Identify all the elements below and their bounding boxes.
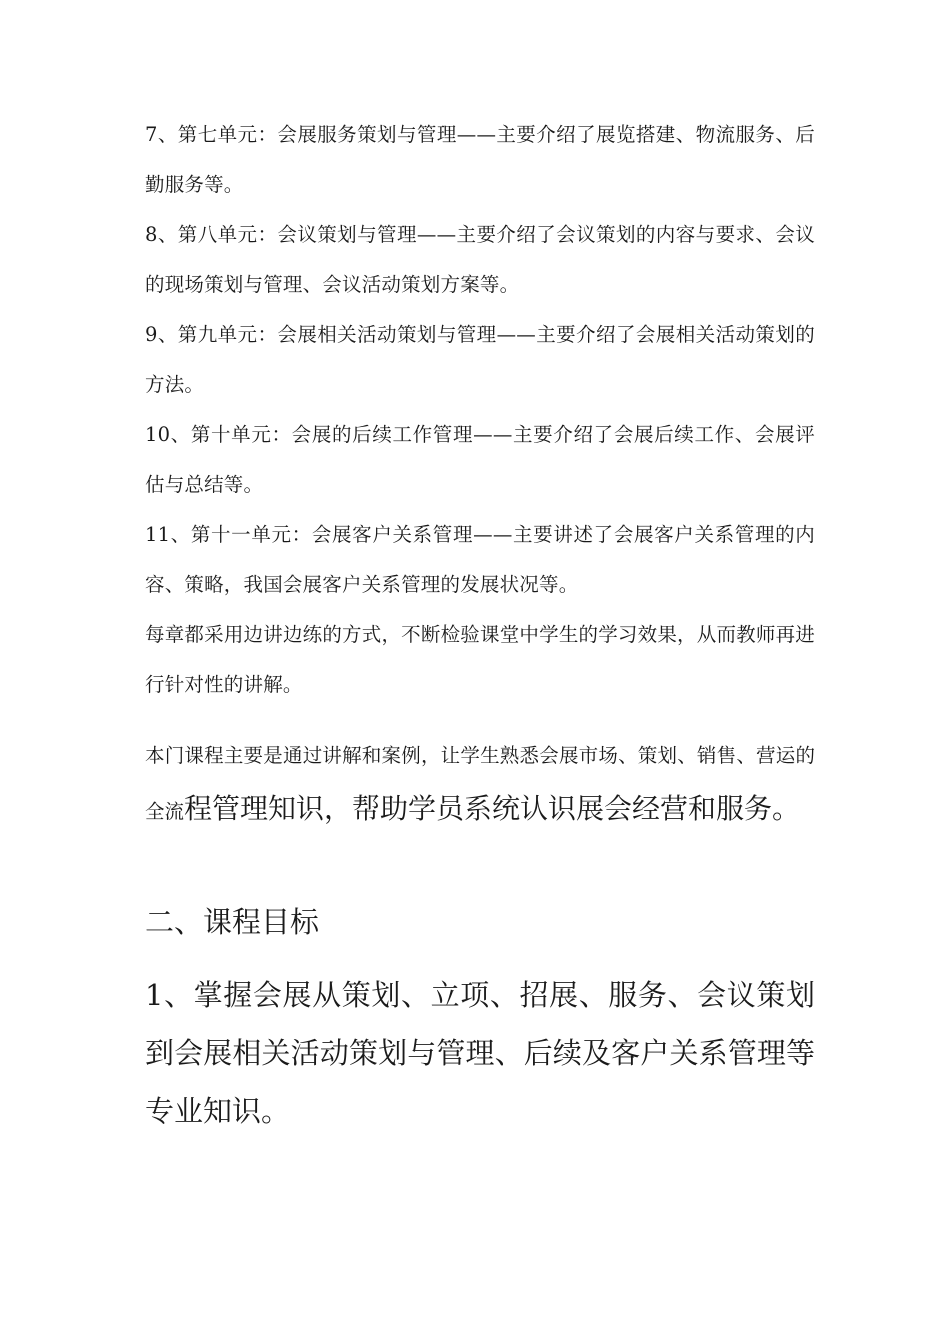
- course-summary-small-text: 本门课程主要是通过讲解和案例，让学生熟悉会展市场、策划、销售、营运的全流: [145, 744, 815, 823]
- course-summary-paragraph: [145, 730, 815, 839]
- course-summary-large-text: 程管理知识，帮助学员系统认识展会经营和服务。: [184, 792, 801, 825]
- goal-1-paragraph: 1、掌握会展从策划、立项、招展、服务、会议策划到会展相关活动策划与管理、后续及客户关系管理等专业知识。: [145, 978, 815, 1128]
- unit-11-paragraph: 11、第十一单元：会展客户关系管理——主要讲述了会展客户关系管理的内容、策略，我国会展客户关系管理的发展状况等。: [145, 523, 815, 596]
- unit-8-paragraph: 8、第八单元：会议策划与管理——主要介绍了会议策划的内容与要求、会议的现场策划与管理、会议活动策划方案等。: [145, 223, 815, 296]
- unit-10-paragraph: 10、第十单元：会展的后续工作管理——主要介绍了会展后续工作、会展评估与总结等。: [145, 423, 815, 496]
- unit-7-paragraph: 7、第七单元：会展服务策划与管理——主要介绍了展览搭建、物流服务、后勤服务等。: [145, 123, 815, 196]
- section-heading-course-goals: 二、课程目标: [145, 905, 320, 939]
- unit-9-paragraph: 9、第九单元：会展相关活动策划与管理——主要介绍了会展相关活动策划的方法。: [145, 323, 815, 396]
- teaching-method-paragraph: 每章都采用边讲边练的方式，不断检验课堂中学生的学习效果，从而教师再进行针对性的讲解。: [145, 623, 815, 696]
